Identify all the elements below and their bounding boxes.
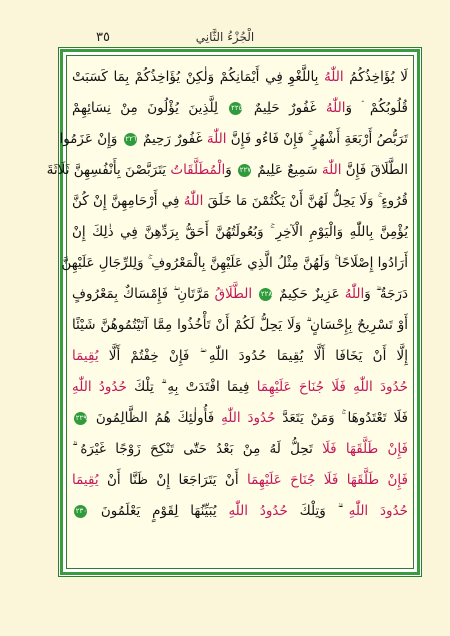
verse-text: سَمِيعٌ عَلِيمٌ [253, 162, 322, 178]
verse-line [46, 155, 408, 186]
verse-text: غَفُورٌ حَلِيمٌ [244, 100, 326, 116]
verse-line [72, 434, 408, 465]
highlighted-text: يُقِيمَا [72, 472, 99, 488]
verse-line [72, 496, 408, 527]
verse-text: لِلَّذِينَ يُؤْلُونَ مِنْ نِسَائِهِمْ [72, 100, 228, 116]
verse-text: إِلَّا أَنْ يَخَافَا أَلَّا يُقِيمَا حُدُودَ اللّٰهِ ۖ فَإِنْ خِفْتُمْ أَلَّا [98, 348, 408, 364]
verse-line [72, 403, 408, 434]
highlighted-text: الطَّلَاقُ [214, 286, 253, 302]
verse-text: تَرَبُّصُ أَرْبَعَةِ أَشْهُرٍ ۚ فَإِنْ فَاءُو فَإِنَّ [226, 131, 408, 147]
highlighted-text: فَلَا جُنَاحَ عَلَيْهِمَا [256, 379, 354, 395]
highlighted-text: فَإِنْ طَلَّقَهَا فَلَا جُنَاحَ عَلَيْهِمَا [246, 472, 408, 488]
ayah-number-marker: ٢٢٧ [238, 164, 251, 177]
ayah-number-marker: ٢٢٥ [229, 102, 242, 115]
verse-text: وَ [225, 162, 237, 178]
verse-line [72, 310, 408, 341]
verse-text [252, 286, 257, 302]
verse-text: يُبَيِّنُهَا لِقَوْمٍ يَعْلَمُونَ [89, 503, 229, 519]
verse-text: قُلُوبُكُمْ ۘ وَ [345, 100, 408, 116]
verse-text: فَلَا تَعْتَدُوهَا ۚ وَمَنْ يَتَعَدَّ [275, 410, 409, 426]
verse-line [72, 93, 408, 124]
verse-text: يَتَرَبَّصْنَ بِأَنْفُسِهِنَّ ثَلَاثَةَ [46, 162, 171, 178]
verse-text: عَزِيزٌ حَكِيمٌ [274, 286, 345, 302]
verse-line [61, 248, 408, 279]
verse-text: فِيمَا افْتَدَتْ بِهِ ۗ تِلْكَ [126, 379, 257, 395]
highlighted-text: اللّٰهُ [344, 286, 365, 302]
verse-text: فَأُولٰئِكَ هُمُ الظَّالِمُونَ [89, 410, 222, 426]
verse-text: يُؤْمِنَّ بِاللّٰهِ وَالْيَوْمِ الْآخِرِ ۚ وَبُعُولَتُهُنَّ أَحَقُّ بِرَدِّهِنَّ فِي ذٰلِكَ إِنْ [72, 224, 408, 240]
highlighted-text: حُدُودَ اللّٰهِ [221, 410, 276, 426]
verse-line [72, 279, 408, 310]
verse-line [72, 217, 408, 248]
highlighted-text: فَإِنْ طَلَّقَهَا فَلَا [322, 441, 408, 457]
verse-text: أَرَادُوا إِصْلَاحًا ۚ وَلَهُنَّ مِثْلُ الَّذِي عَلَيْهِنَّ بِالْمَعْرُوفِ ۚ وَلِلرِّجَالِ عَلَيْهِنَّ [61, 255, 408, 271]
verse-text: أَنْ يَتَرَاجَعَا إِنْ ظَنَّا أَنْ [98, 472, 247, 488]
ayah-number-marker: ٢٢٨ [259, 288, 272, 301]
highlighted-text: اللّٰهُ [324, 69, 344, 85]
verse-text: قُرُوءٍ ۚ وَلَا يَحِلُّ لَهُنَّ أَنْ يَكْتُمْنَ مَا خَلَقَ [203, 193, 408, 209]
highlighted-text: الْمُطَلَّقَاتُ [170, 162, 226, 178]
verse-line [59, 124, 408, 155]
ayah-number-marker: ٢٢٩ [74, 412, 87, 425]
verse-text: لَا يُؤَاخِذُكُمُ [343, 69, 408, 85]
verse-line [72, 186, 408, 217]
verse-text: الطَّلَاقَ فَإِنَّ [341, 162, 408, 178]
verse-text: وَإِنْ عَزَمُوا [59, 131, 122, 147]
verse-text: مَرَّتَانِ ۖ فَإِمْسَاكٌ بِمَعْرُوفٍ [72, 286, 215, 302]
verse-line [72, 62, 408, 93]
highlighted-text: اللّٰهَ [321, 162, 342, 178]
verse-text: فِي أَرْحَامِهِنَّ إِنْ كُنَّ [72, 193, 184, 209]
highlighted-text: حُدُودَ اللّٰهِ [353, 379, 408, 395]
quran-text-block [46, 62, 409, 527]
juz-title: الْجُزْءُ الثَّانِي [195, 30, 255, 44]
highlighted-text: حُدُودَ اللّٰهِ [348, 503, 408, 519]
highlighted-text: اللّٰهُ [325, 100, 346, 116]
page-number: ٣٥ [96, 30, 110, 45]
highlighted-text: يُقِيمَا [72, 348, 99, 364]
highlighted-text: حُدُودُ اللّٰهِ [228, 503, 288, 519]
ayah-number-marker: ٢٢٦ [124, 133, 137, 146]
verse-text: غَفُورٌ رَحِيمٌ [138, 131, 207, 147]
verse-line [72, 341, 408, 372]
verse-line [72, 465, 408, 496]
verse-line [72, 372, 408, 403]
verse-text: بِاللَّغْوِ فِي أَيْمَانِكُمْ وَلٰكِنْ يُؤَاخِذُكُمْ بِمَا كَسَبَتْ [72, 69, 325, 85]
ayah-number-marker: ٢٣٠ [74, 505, 87, 518]
highlighted-text: اللّٰهَ [206, 131, 227, 147]
highlighted-text: حُدُودُ اللّٰهِ [72, 379, 127, 395]
verse-text: تَحِلُّ لَهُ مِنْ بَعْدُ حَتّٰى تَنْكِحَ زَوْجًا غَيْرَهُ ۗ [72, 441, 323, 457]
highlighted-text: اللّٰهُ [183, 193, 204, 209]
verse-text: ۗ وَتِلْكَ [287, 503, 349, 519]
verse-text: أَوْ تَسْرِيحٌ بِإِحْسَانٍ ۗ وَلَا يَحِلُّ لَكُمْ أَنْ تَأْخُذُوا مِمَّا آتَيْتُمُوهُنَّ شَيْئًا [72, 317, 408, 333]
verse-text: دَرَجَةٌ ۗ وَ [364, 286, 408, 302]
